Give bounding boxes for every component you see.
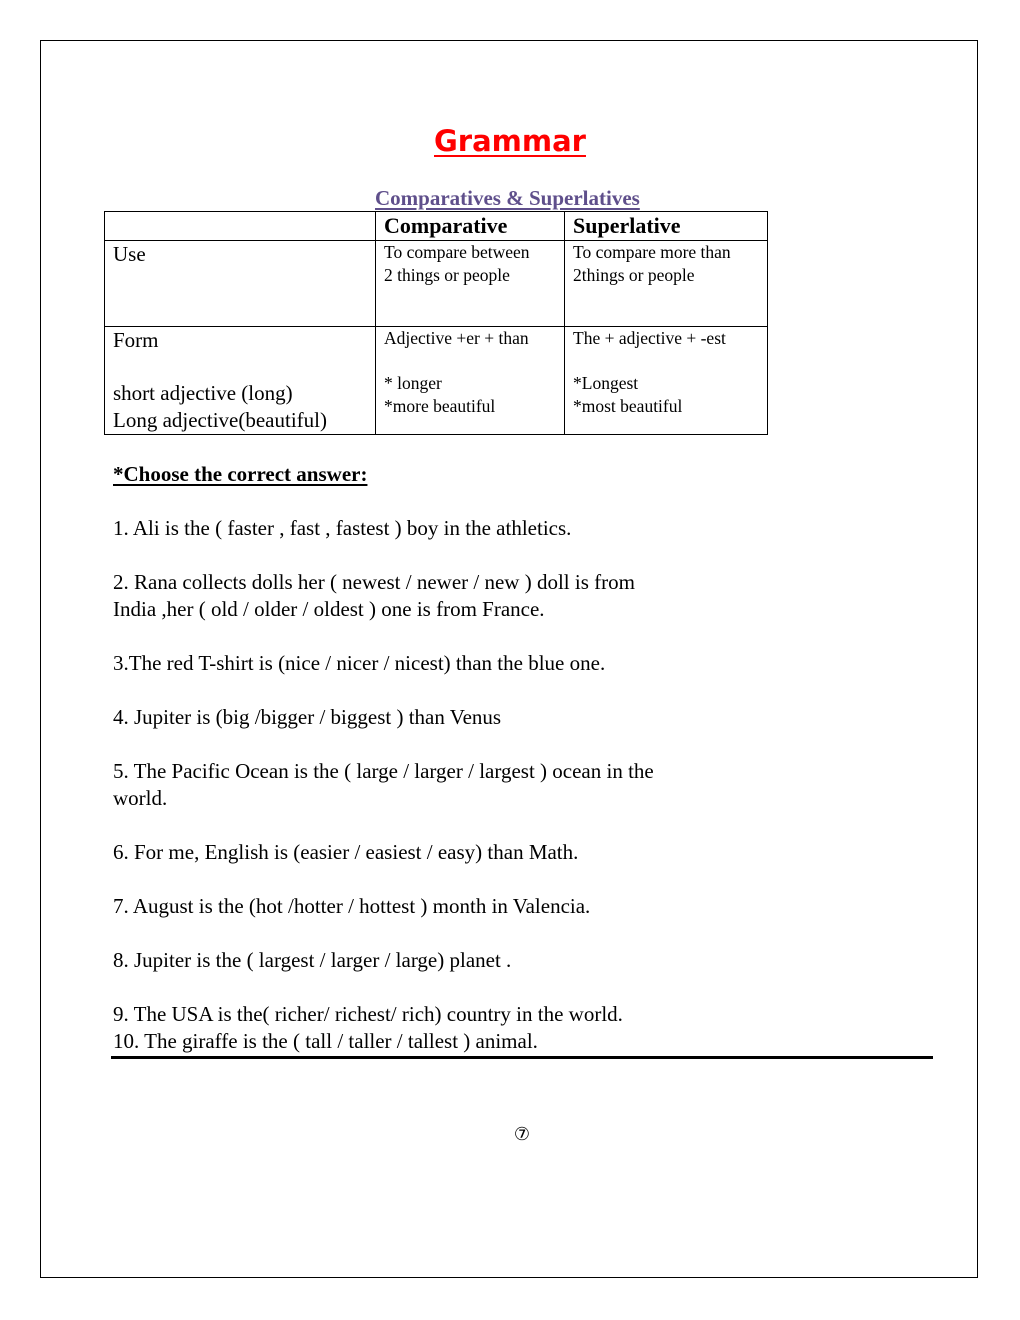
superlative-example-2: *most beautiful [573, 396, 683, 416]
superlative-rule: The + adjective + -est [573, 328, 726, 348]
use-superlative-line-1: To compare more than [573, 242, 731, 262]
form-short-adjective: short adjective (long) [113, 381, 293, 405]
question-5-line-2: world. [113, 786, 168, 810]
form-comparative-cell [376, 327, 565, 435]
use-comparative-cell [376, 241, 565, 327]
question-9: 9. The USA is the( richer/ richest/ rich) country in the world. [113, 1002, 623, 1026]
question-4: 4. Jupiter is (big /bigger / biggest ) than Venus [113, 705, 502, 729]
comparative-example-2: *more beautiful [384, 396, 496, 416]
question-1: 1. Ali is the ( faster , fast , fastest ) boy in the athletics. [113, 516, 572, 540]
table-row-use [105, 241, 768, 327]
page-title: Grammar [434, 124, 586, 158]
grammar-table [104, 211, 768, 435]
form-label: Form [113, 328, 159, 352]
page-number: ⑦ [513, 1124, 531, 1145]
exercise-instruction: *Choose the correct answer: [113, 462, 368, 486]
form-long-adjective: Long adjective(beautiful) [113, 408, 327, 432]
table-caption: Comparatives & Superlatives [375, 186, 640, 210]
use-comparative-line-1: To compare between [384, 242, 530, 262]
use-superlative-line-2: 2things or people [573, 265, 695, 285]
header-comparative: Comparative [376, 212, 565, 241]
question-5-line-1: 5. The Pacific Ocean is the ( large / larger / largest ) ocean in the [113, 759, 654, 783]
use-label: Use [113, 242, 146, 266]
form-superlative-cell [565, 327, 768, 435]
question-2-line-1: 2. Rana collects dolls her ( newest / newer / new ) doll is from [113, 570, 635, 594]
use-label-cell [105, 241, 376, 327]
header-superlative: Superlative [565, 212, 768, 241]
question-8: 8. Jupiter is the ( largest / larger / large) planet . [113, 948, 512, 972]
comparative-rule: Adjective +er + than [384, 328, 529, 348]
table-row-form [105, 327, 768, 435]
question-list [113, 515, 813, 1055]
question-10: 10. The giraffe is the ( tall / taller / tallest ) animal. [113, 1029, 538, 1053]
question-6: 6. For me, English is (easier / easiest / easy) than Math. [113, 840, 579, 864]
superlative-example-1: *Longest [573, 373, 639, 393]
comparative-example-1: * longer [384, 373, 442, 393]
use-comparative-line-2: 2 things or people [384, 265, 510, 285]
bottom-divider [111, 1056, 933, 1059]
table-header-row [105, 212, 768, 241]
question-2-line-2: India ,her ( old / older / oldest ) one is from France. [113, 597, 545, 621]
form-label-cell [105, 327, 376, 435]
header-empty-cell [105, 212, 376, 241]
question-7: 7. August is the (hot /hotter / hottest ) month in Valencia. [113, 894, 591, 918]
use-superlative-cell [565, 241, 768, 327]
question-3: 3.The red T-shirt is (nice / nicer / nicest) than the blue one. [113, 651, 606, 675]
